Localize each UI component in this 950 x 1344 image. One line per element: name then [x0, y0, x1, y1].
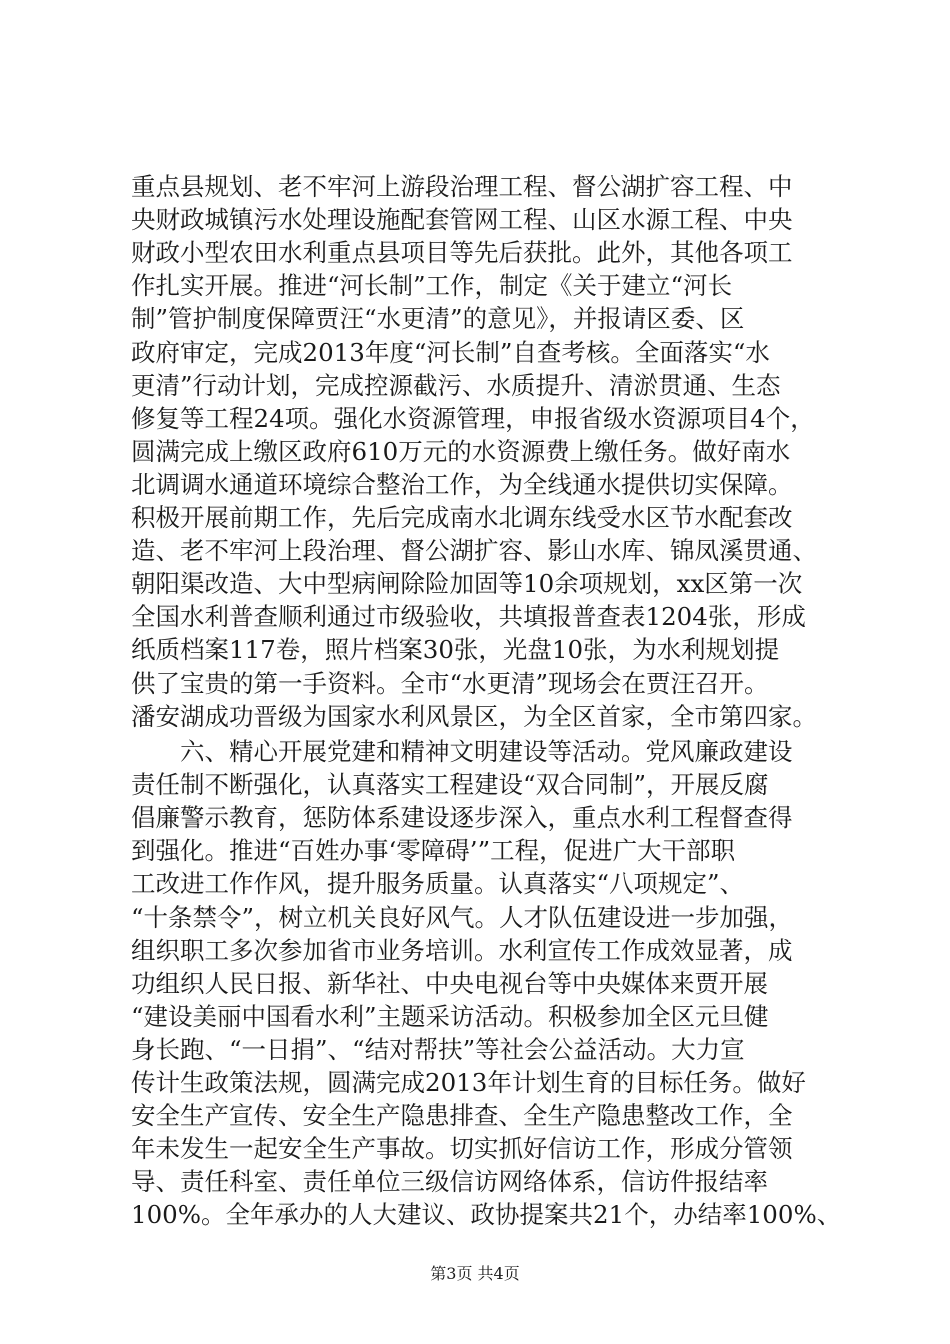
paragraph-line: 更清”行动计划，完成控源截污、水质提升、清淤贯通、生态	[131, 370, 781, 400]
paragraph-line: 功组织人民日报、新华社、中央电视台等中央媒体来贾开展	[131, 968, 768, 998]
paragraph-line: 圆满完成上缴区政府610万元的水资源费上缴任务。做好南水	[131, 436, 791, 466]
paragraph-line: 造、老不牢河上段治理、督公湖扩容、影山水库、锦凤溪贯通、	[131, 536, 817, 566]
paragraph-line: 供了宝贵的第一手资料。全市“水更清”现场会在贾汪召开。	[131, 668, 769, 698]
paragraph-line: 政府审定，完成2013年度“河长制”自查考核。全面落实“水	[131, 337, 770, 367]
paragraph-line: 安全生产宣传、安全生产隐患排查、全生产隐患整改工作，全	[131, 1101, 793, 1131]
paragraph-line: 传计生政策法规，圆满完成2013年计划生育的目标任务。做好	[131, 1068, 806, 1097]
paragraph-line: 导、责任科室、责任单位三级信访网络体系，信访件报结率	[131, 1167, 768, 1197]
paragraph-line: 纸质档案117卷，照片档案30张，光盘10张，为水利规划提	[131, 635, 780, 665]
paragraph-line: 重点县规划、老不牢河上游段治理工程、督公湖扩容工程、中	[131, 172, 793, 201]
paragraph-line: 作扎实开展。推进“河长制”工作，制定《关于建立“河长	[131, 271, 733, 301]
paragraph-line: 潘安湖成功晋级为国家水利风景区，为全区首家，全市第四家。	[131, 701, 817, 731]
paragraph-line: 100%。全年承办的人大建议、政协提案共21个，办结率100%、	[131, 1200, 842, 1230]
paragraph-line: 北调调水通道环境综合整治工作，为全线通水提供切实保障。	[131, 469, 793, 499]
paragraph-line: 身长跑、“一日捐”、“结对帮扶”等社会公益活动。大力宣	[131, 1034, 745, 1064]
paragraph-line: “十条禁令”，树立机关良好风气。人才队伍建设进一步加强，	[131, 902, 794, 932]
paragraph-line: 积极开展前期工作，先后完成南水北调东线受水区节水配套改	[131, 503, 793, 532]
paragraph-line: 全国水利普查顺利通过市级验收，共填报普查表1204张，形成	[131, 602, 806, 632]
paragraph-line: 六、精心开展党建和精神文明建设等活动。党风廉政建设	[131, 737, 793, 766]
paragraph-line: 到强化。推进“百姓办事‘零障碍’”工程，促进广大干部职	[131, 836, 736, 866]
paragraph-line: “建设美丽中国看水利”主题采访活动。积极参加全区元旦健	[131, 1001, 769, 1031]
paragraph-line: 工改进工作作风，提升服务质量。认真落实“八项规定”、	[131, 869, 745, 899]
paragraph-line: 组织职工多次参加省市业务培训。水利宣传工作成效显著，成	[131, 935, 793, 965]
paragraph-line: 央财政城镇污水处理设施配套管网工程、山区水源工程、中央	[131, 205, 793, 235]
paragraph-line: 修复等工程24项。强化水资源管理，申报省级水资源项目4个，	[131, 403, 815, 433]
paragraph-line: 财政小型农田水利重点县项目等先后获批。此外，其他各项工	[131, 238, 793, 268]
paragraph-line: 朝阳渠改造、大中型病闸除险加固等10余项规划，xx区第一次	[131, 569, 803, 599]
paragraph-line: 倡廉警示教育，惩防体系建设逐步深入，重点水利工程督查得	[131, 803, 793, 833]
paragraph-line: 责任制不断强化，认真落实工程建设“双合同制”，开展反腐	[131, 770, 769, 800]
paragraph-line: 制”管护制度保障贾汪“水更清”的意见》，并报请区委、区	[131, 304, 745, 334]
page-footer: 第3页 共4页	[430, 1264, 520, 1283]
paragraph-line: 年未发生一起安全生产事故。切实抓好信访工作，形成分管领	[131, 1134, 793, 1164]
